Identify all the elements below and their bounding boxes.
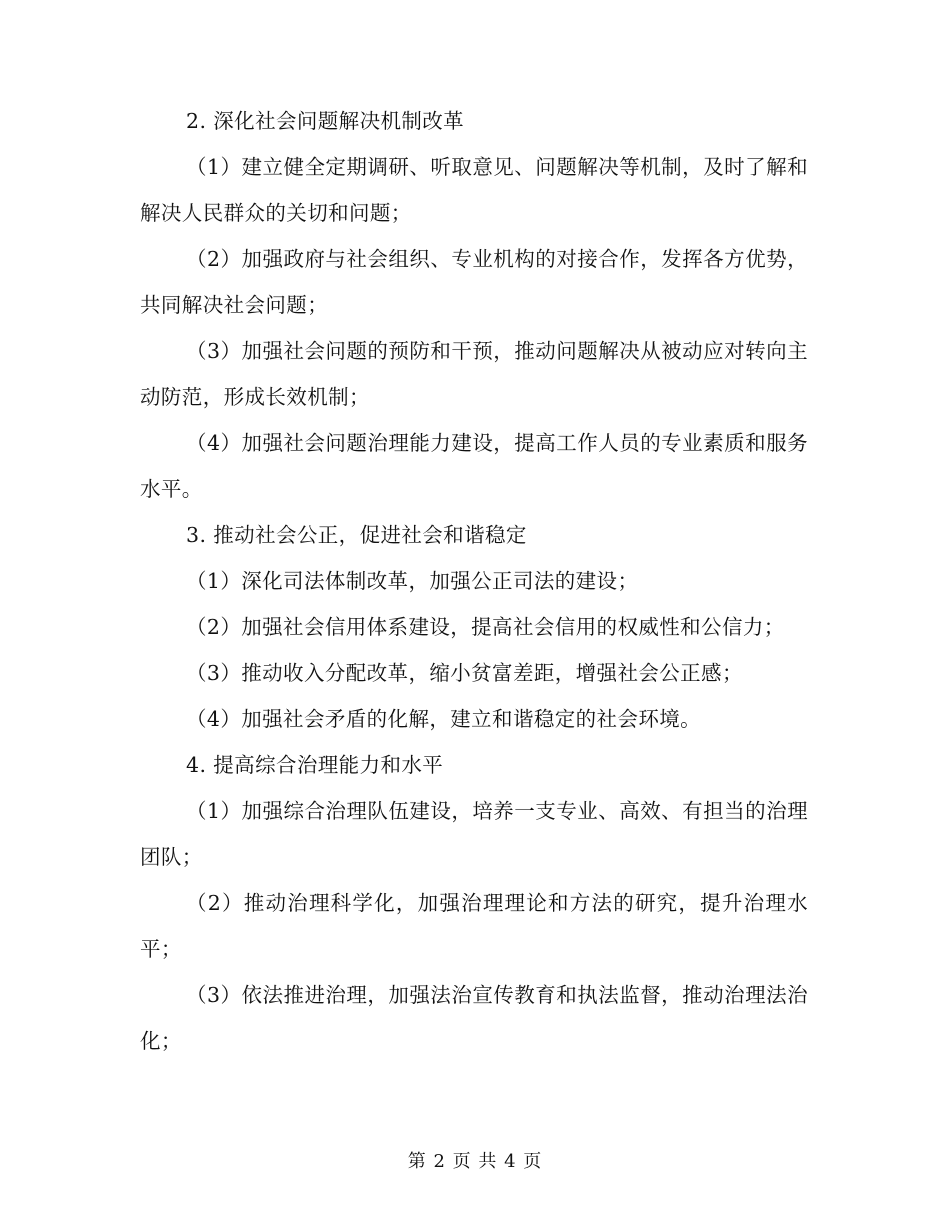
list-item: （1）建立健全定期调研、听取意见、问题解决等机制，及时了解和解决人民群众的关切和问题； bbox=[140, 155, 808, 225]
list-item: （1）加强综合治理队伍建设，培养一支专业、高效、有担当的治理团队； bbox=[140, 799, 808, 869]
list-item: （3）推动收入分配改革，缩小贫富差距，增强社会公正感； bbox=[186, 661, 743, 685]
section-heading-4: 4. 提高综合治理能力和水平 bbox=[186, 753, 444, 777]
list-item: （4）加强社会矛盾的化解，建立和谐稳定的社会环境。 bbox=[186, 707, 702, 731]
list-item: （2）加强政府与社会组织、专业机构的对接合作，发挥各方优势，共同解决社会问题； bbox=[140, 247, 808, 317]
section-heading-2: 2. 深化社会问题解决机制改革 bbox=[186, 109, 465, 133]
list-item: （2）推动治理科学化，加强治理理论和方法的研究，提升治理水平； bbox=[140, 891, 808, 961]
list-item: （1）深化司法体制改革，加强公正司法的建设； bbox=[186, 569, 639, 593]
list-item: （4）加强社会问题治理能力建设，提高工作人员的专业素质和服务水平。 bbox=[140, 431, 808, 501]
list-item: （3）加强社会问题的预防和干预，推动问题解决从被动应对转向主动防范，形成长效机制； bbox=[140, 339, 808, 409]
section-heading-3: 3. 推动社会公正，促进社会和谐稳定 bbox=[186, 523, 527, 547]
list-item: （2）加强社会信用体系建设，提高社会信用的权威性和公信力； bbox=[186, 615, 785, 639]
document-body bbox=[140, 98, 808, 1064]
page-number-footer: 第 2 页 共 4 页 bbox=[407, 1151, 543, 1172]
list-item: （3）依法推进治理，加强法治宣传教育和执法监督，推动治理法治化； bbox=[140, 983, 808, 1053]
